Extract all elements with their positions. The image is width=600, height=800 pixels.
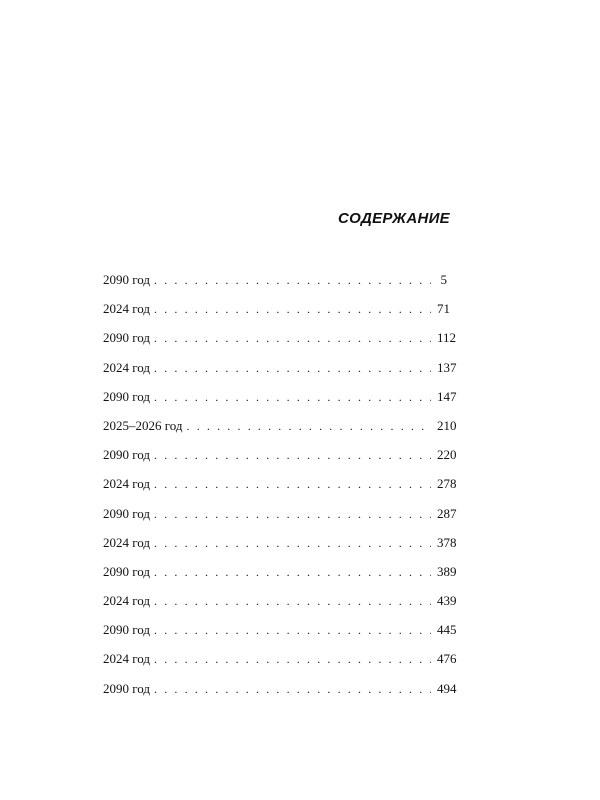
toc-entry-page: 494 bbox=[437, 680, 457, 696]
dot-leader bbox=[154, 623, 431, 638]
toc-entry bbox=[103, 563, 457, 593]
toc-entry-page: 445 bbox=[437, 622, 457, 638]
dot-leader bbox=[154, 448, 431, 463]
toc-entry bbox=[103, 388, 457, 418]
page-title: СОДЕРЖАНИЕ bbox=[338, 210, 450, 227]
toc-entry-page: 112 bbox=[437, 330, 457, 346]
dot-leader bbox=[154, 302, 431, 317]
toc-entry-label: 2024 год bbox=[103, 651, 150, 667]
toc-entry-label: 2025–2026 год bbox=[103, 417, 183, 433]
toc-entry bbox=[103, 447, 457, 476]
toc-entry-label: 2090 год bbox=[103, 505, 150, 521]
dot-leader bbox=[154, 331, 431, 346]
toc-entry bbox=[103, 301, 450, 330]
toc-entry-page: 287 bbox=[437, 505, 457, 521]
toc-entry bbox=[103, 359, 457, 389]
toc-entry bbox=[103, 330, 457, 359]
toc-entry-page: 476 bbox=[437, 651, 457, 667]
toc-entry-page: 71 bbox=[437, 301, 450, 317]
toc-entry bbox=[103, 651, 457, 680]
toc-entry-label: 2024 год bbox=[103, 301, 150, 317]
dot-leader bbox=[154, 565, 431, 580]
toc-entry bbox=[103, 680, 457, 710]
dot-leader bbox=[154, 682, 431, 697]
toc-entry-label: 2090 год bbox=[103, 447, 150, 463]
dot-leader bbox=[154, 507, 431, 522]
toc-entry bbox=[103, 534, 457, 564]
toc-entry-page: 210 bbox=[437, 417, 457, 433]
toc-entry-page: 278 bbox=[437, 476, 457, 492]
toc-entry-page: 389 bbox=[437, 563, 457, 579]
dot-leader bbox=[187, 419, 432, 434]
toc-entry-label: 2024 год bbox=[103, 476, 150, 492]
toc-entry-label: 2090 год bbox=[103, 563, 150, 579]
toc-entry-page: 439 bbox=[437, 593, 457, 609]
dot-leader bbox=[154, 273, 431, 288]
dot-leader bbox=[154, 536, 431, 551]
toc-entry-label: 2090 год bbox=[103, 388, 150, 404]
toc-entry bbox=[103, 476, 457, 505]
toc-entry bbox=[103, 505, 457, 535]
toc-entry-label: 2024 год bbox=[103, 593, 150, 609]
toc-entry bbox=[103, 593, 457, 622]
toc-entry bbox=[103, 622, 457, 651]
toc-entry-page: 5 bbox=[440, 272, 447, 287]
toc-entry-label: 2090 год bbox=[103, 680, 150, 696]
toc-entry-label: 2090 год bbox=[103, 330, 150, 346]
toc-entry-label: 2024 год bbox=[103, 534, 150, 550]
toc-entry-page: 378 bbox=[437, 534, 457, 550]
dot-leader bbox=[154, 361, 431, 376]
toc-entry-label: 2090 год bbox=[103, 272, 150, 287]
toc-entry-label: 2024 год bbox=[103, 359, 150, 375]
toc-entry-page: 220 bbox=[437, 447, 457, 463]
toc-entry bbox=[103, 417, 457, 447]
dot-leader bbox=[154, 652, 431, 667]
dot-leader bbox=[154, 594, 431, 609]
dot-leader bbox=[154, 477, 431, 492]
toc-entry-label: 2090 год bbox=[103, 622, 150, 638]
toc-entry-page: 147 bbox=[437, 388, 457, 404]
table-of-contents bbox=[103, 272, 457, 710]
toc-entry-page: 137 bbox=[437, 359, 457, 375]
dot-leader bbox=[154, 390, 431, 405]
toc-entry bbox=[103, 272, 447, 301]
